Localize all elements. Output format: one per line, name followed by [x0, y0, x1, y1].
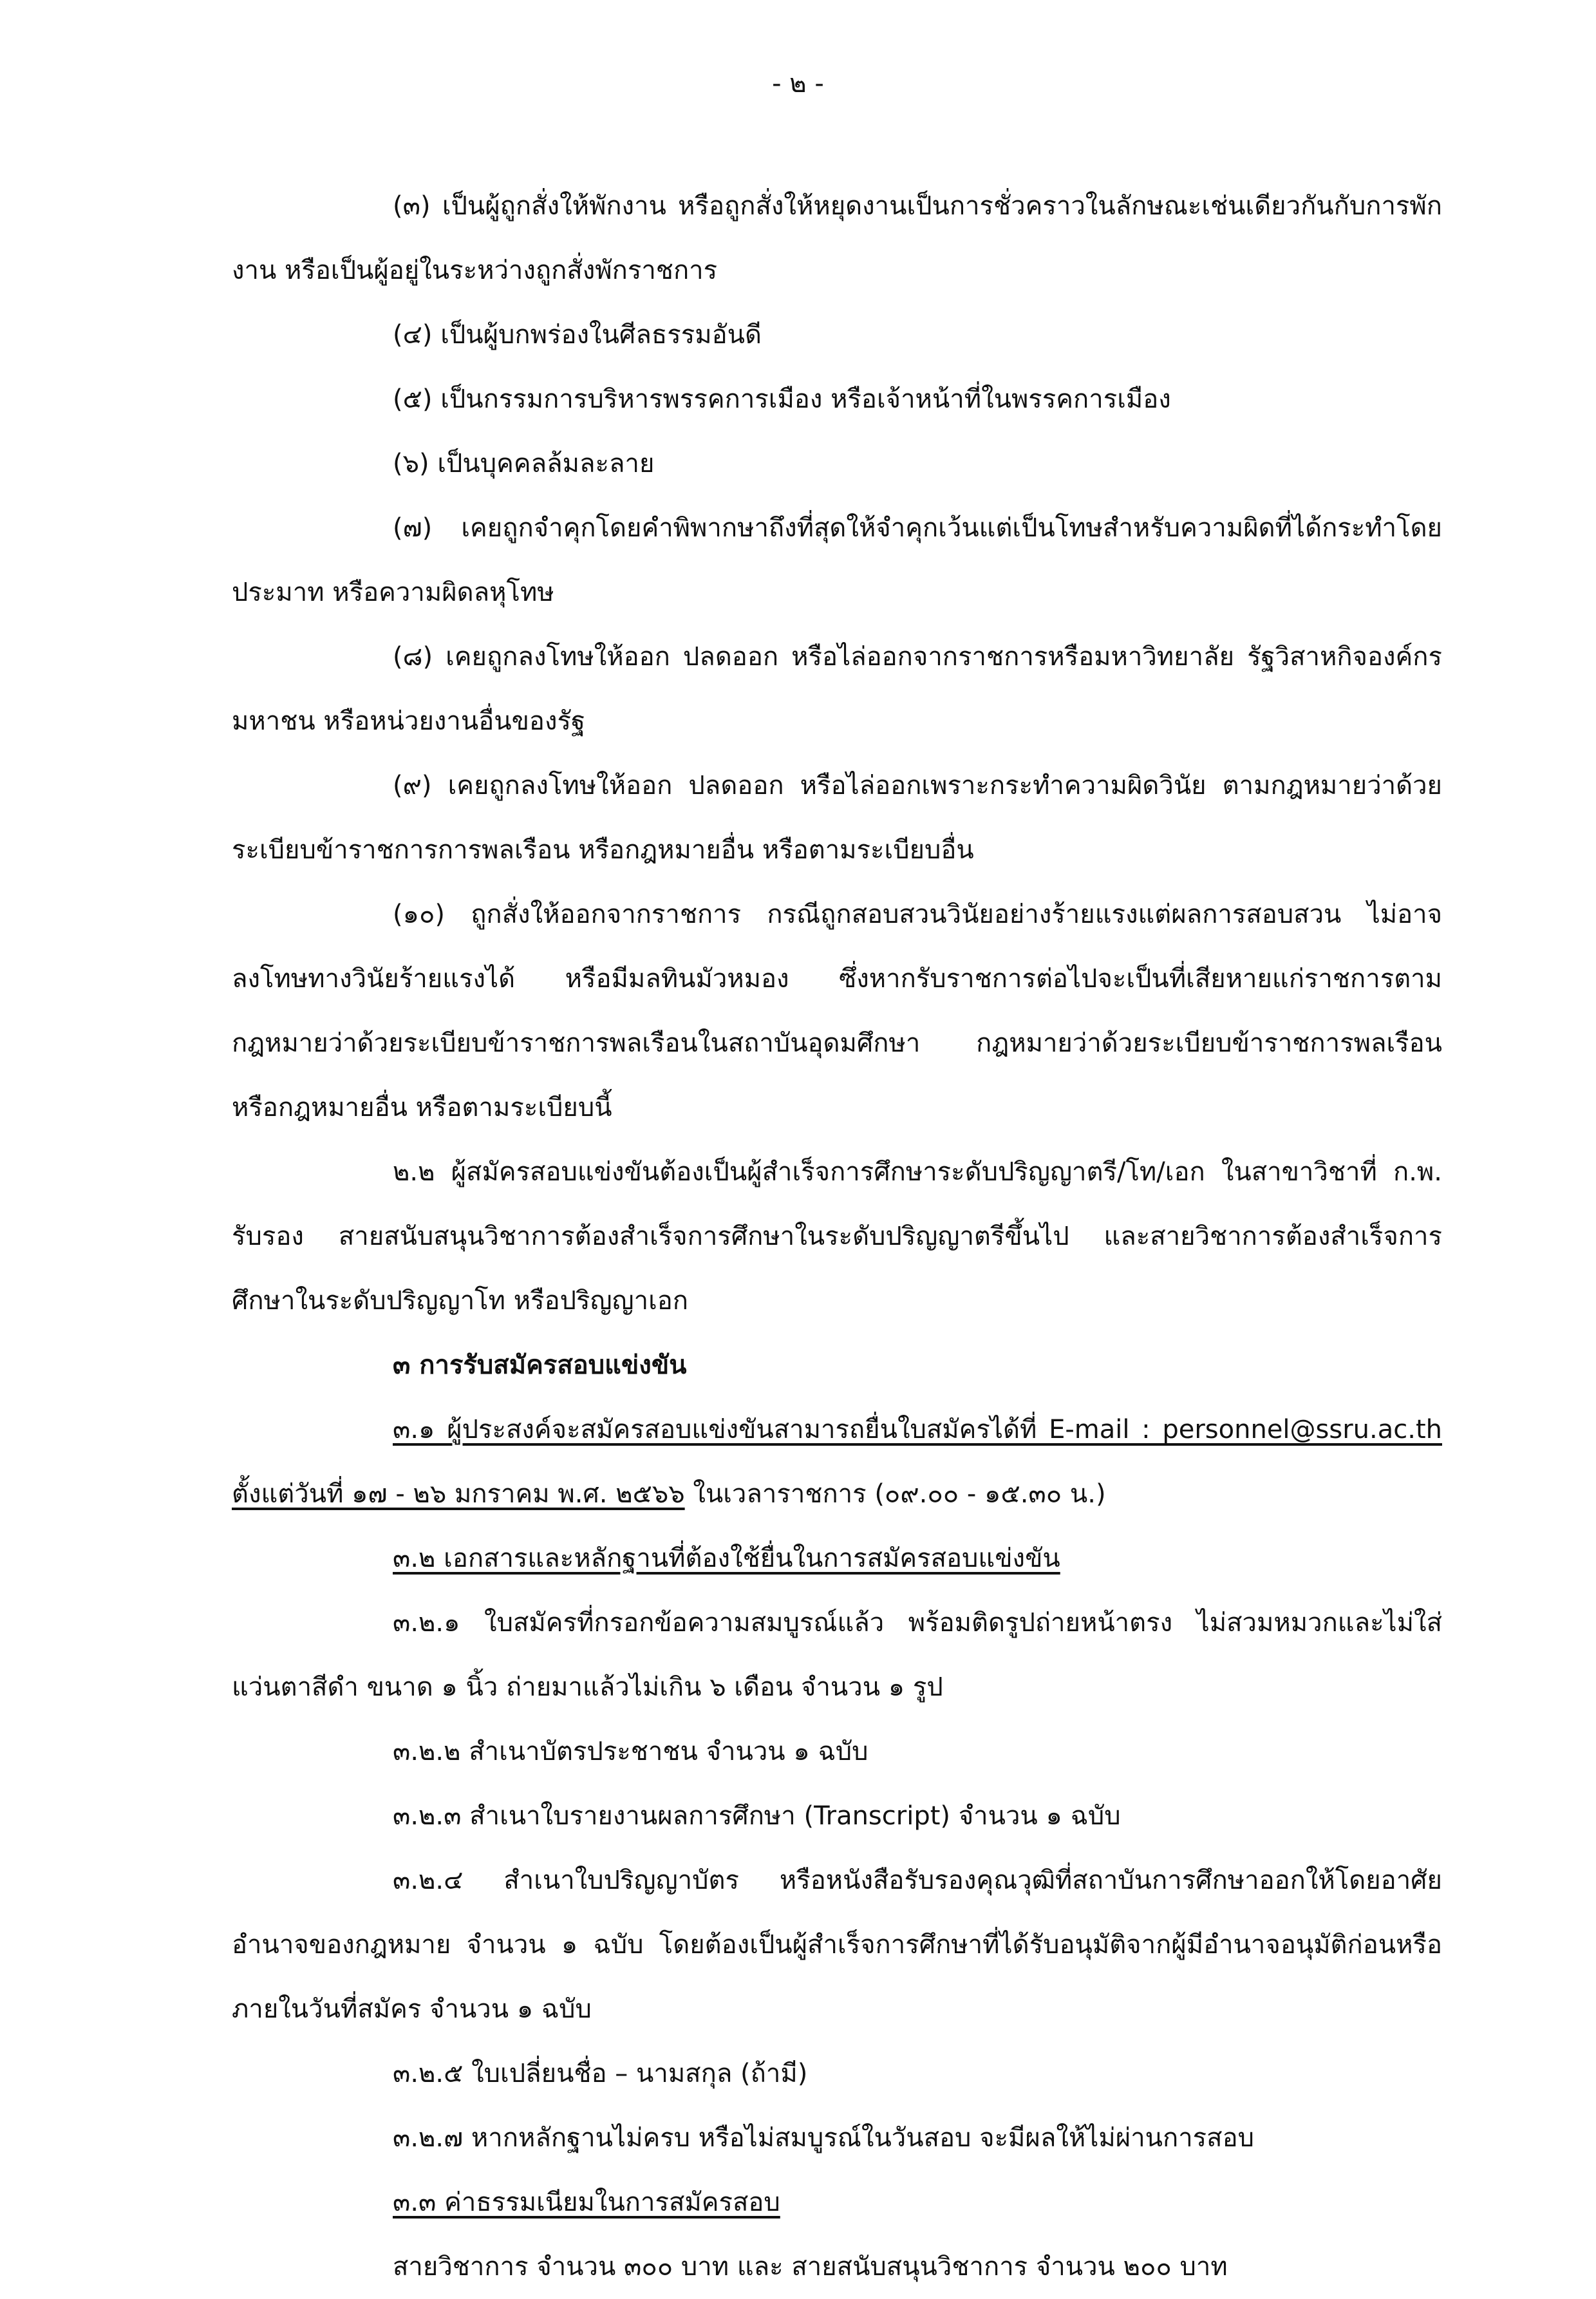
item-7: (๗) เคยถูกจำคุกโดยคำพิพากษาถึงที่สุดให้จำคุกเว้นแต่เป็นโทษสำหรับความผิดที่ได้กระทำโดยประมาท หรือความผิดลหุโทษ: [232, 513, 1442, 607]
item-10: (๑๐) ถูกสั่งให้ออกจากราชการ กรณีถูกสอบสวนวินัยอย่างร้ายแรงแต่ผลการสอบสวน ไม่อาจลงโทษทางวินัยร้ายแรงได้ หรือมีมลทินมัวหมอง ซึ่งหากรับราชการต่อไปจะเป็นที่เสียหายแก่ราชการตามกฎหมายว่าด้วยระเบียบข้าราชการพลเรือนในสถาบันอุดมศึกษา กฎหมายว่าด้วยระเบียบข้าราชการพลเรือน หรือกฎหมายอื่น หรือตามระเบียบนี้: [232, 900, 1442, 1122]
item-4: (๔) เป็นผู้บกพร่องในศีลธรรมอันดี: [393, 320, 762, 350]
page-number: - ๒ -: [772, 69, 824, 99]
section-3-3-heading: [232, 2170, 1442, 2235]
section-3-3-heading-text: ๓.๓ ค่าธรรมเนียมในการสมัครสอบ: [393, 2188, 780, 2217]
section-3-2-3: ๓.๒.๓ สำเนาใบรายงานผลการศึกษา (Transcript) จำนวน ๑ ฉบับ: [393, 1801, 1121, 1831]
item-6: (๖) เป็นบุคคลล้มละลาย: [393, 449, 655, 478]
section-3-1-underlined: ๓.๑ ผู้ประสงค์จะสมัครสอบแข่งขันสามารถยื่นใบสมัครได้ที่ E-mail : personnel@ssru.ac.th ตั้งแต่วันที่ ๑๗ - ๒๖ มกราคม พ.ศ. ๒๕๖๖: [232, 1415, 1442, 1509]
item-3: (๓) เป็นผู้ถูกสั่งให้พักงาน หรือถูกสั่งให้หยุดงานเป็นการชั่วคราวในลักษณะเช่นเดียวกันกับการพักงาน หรือเป็นผู้อยู่ในระหว่างถูกสั่งพักราชการ: [232, 191, 1442, 285]
section-3-3-fees: สายวิชาการ จำนวน ๓๐๐ บาท และ สายสนับสนุนวิชาการ จำนวน ๒๐๐ บาท: [393, 2252, 1228, 2282]
section-3-2-heading-text: ๓.๒ เอกสารและหลักฐานที่ต้องใช้ยื่นในการสมัครสอบแข่งขัน: [393, 1544, 1060, 1573]
section-3-heading: ๓ การรับสมัครสอบแข่งขัน: [393, 1350, 687, 1380]
section-3-2-1: ๓.๒.๑ ใบสมัครที่กรอกข้อความสมบูรณ์แล้ว พร้อมติดรูปถ่ายหน้าตรง ไม่สวมหมวกและไม่ใส่แว่นตาสีดำ ขนาด ๑ นิ้ว ถ่ายมาแล้วไม่เกิน ๖ เดือน จำนวน ๑ รูป: [232, 1608, 1442, 1702]
section-3-2-5: ๓.๒.๕ ใบเปลี่ยนชื่อ – นามสกุล (ถ้ามี): [393, 2059, 808, 2088]
section-3-1-rest: ในเวลาราชการ (๐๙.๐๐ - ๑๕.๓๐ น.): [684, 1479, 1106, 1509]
section-3-2-2: ๓.๒.๒ สำเนาบัตรประชาชน จำนวน ๑ ฉบับ: [393, 1737, 868, 1766]
section-3-1: [232, 1397, 1442, 1526]
section-3-2-7: ๓.๒.๗ หากหลักฐานไม่ครบ หรือไม่สมบูรณ์ในวันสอบ จะมีผลให้ไม่ผ่านการสอบ: [393, 2123, 1254, 2153]
document-body: [232, 174, 1442, 2299]
section-3-2-heading: [232, 1526, 1442, 1591]
section-3-2-4: ๓.๒.๔ สำเนาใบปริญญาบัตร หรือหนังสือรับรองคุณวุฒิที่สถาบันการศึกษาออกให้โดยอาศัยอำนาจของกฎหมาย จำนวน ๑ ฉบับ โดยต้องเป็นผู้สำเร็จการศึกษาที่ได้รับอนุมัติจากผู้มีอำนาจอนุมัติก่อนหรือภายในวันที่สมัคร จำนวน ๑ ฉบับ: [232, 1866, 1442, 2024]
item-8: (๘) เคยถูกลงโทษให้ออก ปลดออก หรือไล่ออกจากราชการหรือมหาวิทยาลัย รัฐวิสาหกิจองค์กรมหาชน หรือหน่วยงานอื่นของรัฐ: [232, 642, 1442, 736]
item-5: (๕) เป็นกรรมการบริหารพรรคการเมือง หรือเจ้าหน้าที่ในพรรคการเมือง: [393, 384, 1171, 414]
section-2-2: ๒.๒ ผู้สมัครสอบแข่งขันต้องเป็นผู้สำเร็จการศึกษาระดับปริญญาตรี/โท/เอก ในสาขาวิชาที่ ก.พ. รับรอง สายสนับสนุนวิชาการต้องสำเร็จการศึกษาในระดับปริญญาตรีขึ้นไป และสายวิชาการต้องสำเร็จการศึกษาในระดับปริญญาโท หรือปริญญาเอก: [232, 1157, 1442, 1316]
item-9: (๙) เคยถูกลงโทษให้ออก ปลดออก หรือไล่ออกเพราะกระทำความผิดวินัย ตามกฎหมายว่าด้วยระเบียบข้าราชการการพลเรือน หรือกฎหมายอื่น หรือตามระเบียบอื่น: [232, 771, 1442, 865]
